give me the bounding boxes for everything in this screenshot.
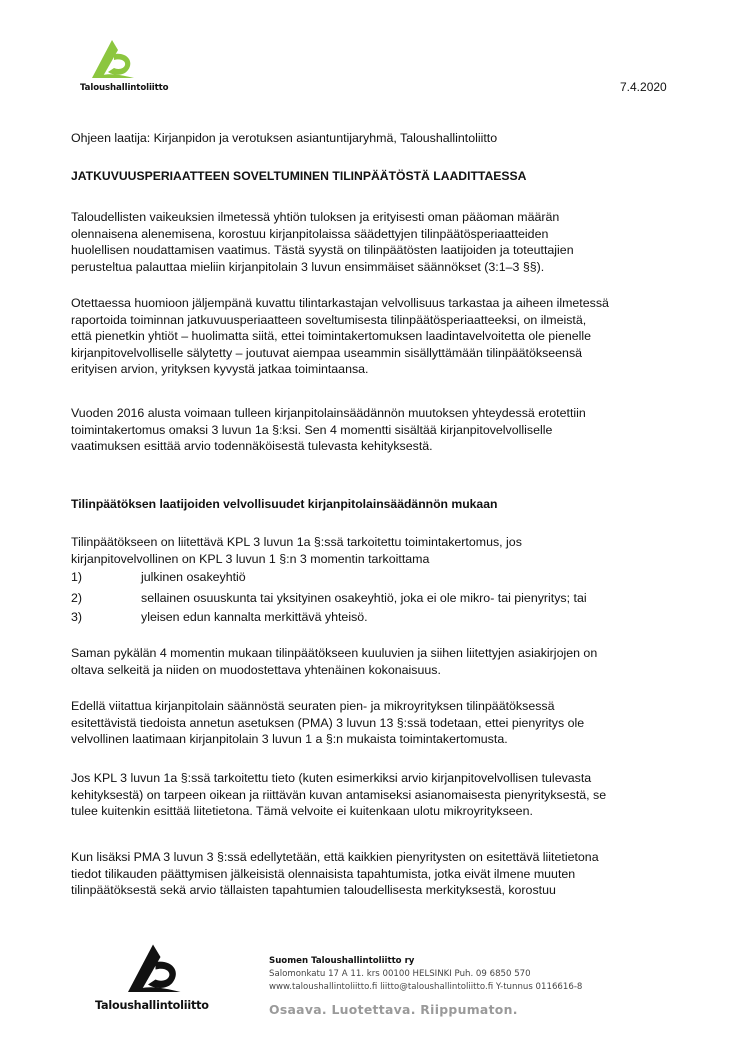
- list-item: [71, 590, 587, 607]
- line: Edellä viitattua kirjanpitolain säännöstä seuraten pien- ja mikroyrityksen tilinpäätöksessä: [71, 699, 555, 713]
- paragraph-body-1: [71, 645, 597, 678]
- list-text: sellainen osuuskunta tai yksityinen osakeyhtiö, joka ei ole mikro- tai pienyritys; tai: [141, 591, 587, 605]
- footer-contact-info: [269, 955, 582, 994]
- paragraph-body-2: [71, 698, 584, 748]
- list-item: [71, 609, 368, 626]
- list-number: 1): [71, 570, 83, 584]
- author-line: Ohjeen laatija: Kirjanpidon ja verotuksen asiantuntijaryhmä, Taloushallintoliitto: [71, 131, 498, 145]
- section-heading: Tilinpäätöksen laatijoiden velvollisuudet kirjanpitolainsäädännön mukaan: [71, 497, 498, 511]
- paragraph-body-3: [71, 770, 606, 820]
- list-item: [71, 569, 246, 586]
- line: Tilinpäätökseen on liitettävä KPL 3 luvun 1a §:ssä tarkoitettu toimintakertomus, jos: [71, 535, 522, 549]
- list-text: julkinen osakeyhtiö: [141, 570, 246, 584]
- footer-slogan: Osaava. Luotettava. Riippumaton.: [269, 1002, 518, 1017]
- header-logo: [80, 36, 170, 93]
- line: Jos KPL 3 luvun 1a §:ssä tarkoitettu tieto (kuten esimerkiksi arvio kirjanpitovelvollisen tulevasta: [71, 771, 592, 785]
- list-number: 3): [71, 610, 83, 624]
- line: oltava selkeitä ja niiden on muodostettava yhtenäinen kokonaisuus.: [71, 662, 441, 677]
- line: Saman pykälän 4 momentin mukaan tilinpäätökseen kuuluvien ja siihen liitettyjen asiakirjojen on: [71, 646, 598, 660]
- footer-address: Salomonkatu 17 A 11. krs 00100 HELSINKI Puh. 09 6850 570: [269, 969, 531, 979]
- line: perusteltua palauttaa mieliin kirjanpitolain 3 luvun ensimmäiset säännökset (3:1–3 §§).: [71, 259, 545, 274]
- line: Vuoden 2016 alusta voimaan tulleen kirjanpitolainsäädännön muutoksen yhteydessä erotettiin: [71, 406, 586, 420]
- line: toimintakertomus omaksi 3 luvun 1a §:ksi. Sen 4 momentti sisältää kirjanpitovelvolliselle: [71, 422, 553, 437]
- paragraph-body-4: [71, 849, 599, 899]
- paragraph-intro-1: [71, 209, 574, 275]
- line: kirjanpitovelvolliselle sälytetty – joutuvat aiempaa useammin sisällyttämään tilinpäätökseensä: [71, 345, 583, 360]
- line: Otettaessa huomioon jäljempänä kuvattu tilintarkastajan velvollisuus tarkastaa ja aiheen ilmetessä: [71, 296, 609, 310]
- line: tilinpäätöksestä sekä arvio tällaisten tapahtumien taloudellisesta merkityksestä, korostuu: [71, 883, 556, 897]
- line: Kun lisäksi PMA 3 luvun 3 §:ssä edellytetään, että kaikkien pienyritysten on esitettävä liitetietona: [71, 850, 599, 864]
- line: raportoida toiminnan jatkuvuusperiaatteen soveltumisesta tilinpäätösperiaatteeksi, on ilmeistä,: [71, 312, 587, 327]
- footer-contact: www.taloushallintoliitto.fi liitto@taloushallintoliitto.fi Y-tunnus 0116616-8: [269, 982, 583, 992]
- line: tiedot tilikauden päättymisen jälkeisistä olennaisista tapahtumista, jotka eivät ilmene muuten: [71, 866, 576, 881]
- line: Taloudellisten vaikeuksien ilmetessä yhtiön tuloksen ja erityisesti oman pääoman määrän: [71, 210, 560, 224]
- footer-logo: [95, 938, 225, 1012]
- list-intro: [71, 534, 522, 567]
- footer-org-name: Suomen Taloushallintoliitto ry: [269, 956, 415, 966]
- line: vaatimuksen esittää arvio todennäköisestä tulevasta kehityksestä.: [71, 439, 433, 453]
- line: esitettävistä tiedoista annetun asetuksen (PMA) 3 luvun 13 §:ssä todetaan, ettei pienyritys ole: [71, 715, 585, 730]
- list-number: 2): [71, 591, 83, 605]
- document-title: JATKUVUUSPERIAATTEEN SOVELTUMINEN TILINPÄÄTÖSTÄ LAADITTAESSA: [71, 169, 527, 183]
- line: erityisen arvion, yrityksen kyvystä jatkaa toimintaansa.: [71, 362, 369, 376]
- taloushallintoliitto-logo-icon: [88, 36, 136, 80]
- line: kehityksestä) on tarpeen oikean ja riittävän kuvan antamiseksi asianomaisesta pienyrityksestä, se: [71, 787, 607, 802]
- paragraph-intro-3: [71, 405, 586, 455]
- taloushallintoliitto-logo-icon: [123, 938, 183, 996]
- paragraph-intro-2: [71, 295, 609, 378]
- line: velvollinen laatimaan kirjanpitolain 3 luvun 1 a §:n mukaista toimintakertomusta.: [71, 732, 508, 746]
- line: että pienetkin yhtiöt – huolimatta siitä, ettei toimintakertomuksen laadintavelvoitetta ole pienelle: [71, 329, 592, 343]
- line: huolellisen noudattamisen vaatimus. Tästä syystä on tilinpäätösten laatijoiden ja toteuttajien: [71, 243, 574, 257]
- line: kirjanpitovelvollinen on KPL 3 luvun 1 §:n 3 momentin tarkoittama: [71, 551, 430, 566]
- footer-brand-name: Taloushallintoliitto: [95, 999, 209, 1012]
- line: olennaisena alenemisena, korostuu kirjanpitolaissa säädettyjen tilinpäätösperiaatteiden: [71, 226, 549, 241]
- header-brand-name: Taloushallintoliitto: [80, 83, 169, 93]
- document-date: 7.4.2020: [620, 80, 667, 94]
- list-text: yleisen edun kannalta merkittävä yhteisö.: [141, 610, 368, 624]
- line: tulee kuitenkin esittää liitetietona. Tämä velvoite ei kuitenkaan ulotu mikroyritykseen.: [71, 804, 533, 818]
